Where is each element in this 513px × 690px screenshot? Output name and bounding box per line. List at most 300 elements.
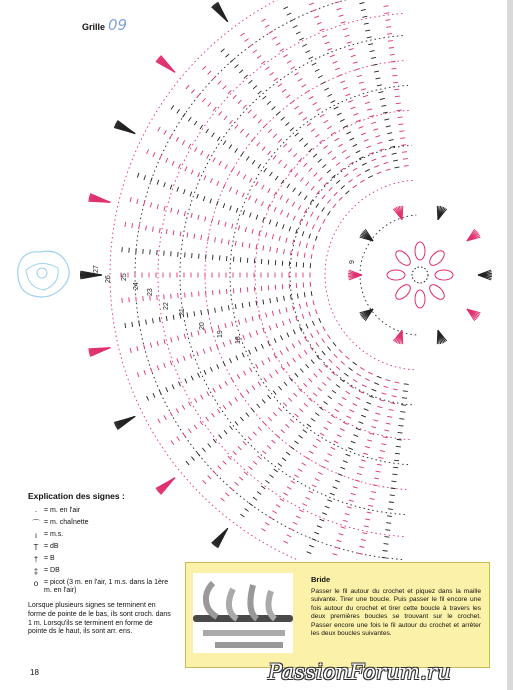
- stitch-mark: [269, 326, 271, 331]
- stitch-mark: [292, 202, 294, 206]
- stitch-mark: [187, 312, 188, 317]
- stitch-mark: [223, 86, 226, 90]
- stitch-mark: [331, 132, 335, 135]
- stitch-mark: [284, 382, 287, 386]
- stitch-mark: [273, 134, 276, 138]
- stitch-mark: [335, 480, 340, 482]
- stitch-mark: [323, 327, 325, 331]
- stitch-mark: [292, 344, 294, 348]
- stitch-mark: [279, 236, 280, 241]
- stitch-mark: [335, 68, 340, 70]
- stitch-mark: [337, 113, 341, 115]
- stitch-mark: [186, 461, 189, 465]
- stitch-mark: [242, 353, 244, 358]
- stitch-mark: [306, 364, 309, 368]
- legend-item-text: = m. en l'air: [44, 506, 81, 514]
- stitch-mark: [391, 68, 396, 69]
- stitch-mark: [340, 428, 344, 430]
- stitch-mark: [378, 92, 383, 93]
- stitch-mark: [261, 201, 263, 206]
- stitch-mark: [318, 159, 322, 162]
- stitch-mark: [293, 393, 296, 397]
- stitch-mark: [380, 450, 385, 451]
- stitch-mark: [274, 354, 276, 358]
- stitch-mark: [287, 184, 290, 188]
- stitch-mark: [270, 298, 271, 303]
- row-label: 9: [349, 260, 356, 264]
- stitch-mark: [147, 149, 149, 154]
- stitch-mark: [171, 337, 172, 342]
- stitch-mark: [338, 144, 342, 147]
- stitch-mark: [322, 35, 327, 37]
- stitch-mark: [130, 348, 131, 353]
- stitch-mark: [302, 231, 304, 236]
- stitch-mark: [309, 3, 314, 5]
- stitch-mark: [328, 453, 332, 455]
- stitch-mark: [384, 537, 389, 538]
- stitch-mark: [328, 151, 332, 154]
- stitch-mark: [365, 519, 370, 520]
- stitch-mark: [317, 22, 322, 24]
- stitch-mark: [353, 144, 357, 146]
- stitch-mark: [322, 513, 327, 515]
- stitch-mark: [355, 69, 360, 70]
- stitch-mark: [257, 142, 260, 146]
- stitch-mark: [201, 395, 203, 399]
- stitch-mark: [395, 453, 400, 454]
- stitch-mark: [298, 469, 302, 472]
- stitch-mark: [235, 482, 239, 485]
- stitch-mark: [146, 320, 147, 325]
- stitch-mark: [231, 168, 233, 172]
- stitch-mark: [159, 155, 161, 160]
- stitch-mark: [306, 222, 308, 227]
- stitch-mark: [393, 160, 398, 161]
- stitch-mark: [398, 124, 403, 125]
- stitch-mark: [389, 409, 394, 410]
- stitch-mark: [360, 180, 364, 183]
- stitch-mark: [320, 114, 324, 117]
- stitch-mark: [290, 295, 291, 300]
- stitch-mark: [309, 545, 314, 547]
- stitch-mark: [336, 180, 340, 183]
- stitch-mark: [368, 505, 373, 506]
- stitch-mark: [182, 405, 184, 409]
- stitch-mark: [197, 194, 199, 199]
- stitch-mark: [390, 495, 395, 496]
- stitch-mark: [398, 425, 403, 426]
- stitch-mark: [339, 349, 342, 353]
- stitch-mark: [265, 480, 269, 483]
- watermark: PassionForum.ru: [268, 660, 451, 684]
- stitch-mark: [383, 550, 388, 551]
- stitch-mark: [376, 78, 381, 79]
- stitch-mark: [239, 70, 243, 73]
- stitch-mark: [194, 121, 197, 125]
- stitch-mark: [245, 39, 249, 42]
- stitch-mark: [299, 510, 303, 512]
- stitch-mark: [144, 344, 145, 349]
- stitch-mark: [390, 54, 395, 55]
- stitch-mark: [287, 333, 289, 338]
- stitch-mark: [178, 164, 180, 169]
- stitch-mark: [376, 471, 381, 472]
- stitch-mark: [359, 126, 364, 128]
- stitch-mark: [258, 119, 261, 123]
- diagram-center-flower: [348, 206, 492, 344]
- single-crochet-icon: ı: [34, 530, 38, 540]
- stitch-mark: [157, 341, 158, 346]
- stitch-mark: [384, 119, 389, 120]
- stitch-mark: [311, 129, 315, 132]
- stitch-mark: [164, 182, 166, 187]
- stitch-mark: [188, 402, 190, 406]
- stitch-mark: [337, 435, 341, 437]
- stitch-mark: [293, 330, 295, 335]
- stitch-mark: [316, 203, 319, 207]
- stitch-mark: [274, 78, 278, 81]
- stitch-mark: [396, 103, 401, 104]
- stitch-mark: [322, 339, 325, 343]
- stitch-mark: [316, 439, 320, 442]
- row-label: 18: [235, 336, 242, 344]
- stitch-mark: [386, 27, 391, 28]
- stitch-mark: [332, 157, 336, 160]
- stitch-mark: [303, 430, 307, 433]
- stitch-mark: [276, 43, 280, 46]
- stitch-mark: [348, 100, 353, 102]
- stitch-mark: [373, 485, 378, 486]
- stitch-mark: [353, 113, 358, 115]
- legend-item: [28, 579, 173, 597]
- diagram-spokes: [121, 0, 409, 560]
- stitch-mark: [399, 131, 404, 132]
- stitch-mark: [371, 122, 376, 123]
- stitch-mark: [284, 164, 287, 168]
- stitch-mark: [299, 435, 303, 438]
- stitch-mark: [346, 156, 350, 159]
- stitch-mark: [251, 408, 254, 412]
- stitch-mark: [229, 426, 232, 430]
- stitch-mark: [137, 199, 138, 204]
- stitch-mark: [216, 201, 218, 206]
- stitch-mark: [180, 231, 181, 236]
- stitch-mark: [265, 523, 269, 526]
- stitch-mark: [211, 327, 212, 332]
- stitch-mark: [298, 79, 302, 82]
- row-label: 20: [199, 322, 206, 330]
- stitch-mark: [157, 365, 159, 370]
- stitch-mark: [225, 323, 226, 328]
- stitch-mark: [351, 441, 356, 443]
- stitch-mark: [374, 478, 379, 479]
- stitch-mark: [197, 452, 200, 456]
- stitch-mark: [291, 67, 295, 70]
- stitch-mark: [391, 481, 396, 482]
- stitch-mark: [338, 74, 343, 76]
- stitch-mark: [191, 376, 193, 381]
- stitch-mark: [263, 124, 266, 128]
- stitch-mark: [290, 419, 294, 422]
- stitch-mark: [309, 378, 312, 382]
- stitch-mark: [285, 424, 289, 427]
- stitch-mark: [307, 552, 312, 554]
- stitch-mark: [238, 100, 241, 104]
- stitch-mark: [188, 144, 190, 148]
- stitch-mark: [338, 403, 342, 406]
- stitch-mark: [353, 185, 357, 188]
- stitch-mark: [229, 120, 232, 124]
- stitch-mark: [208, 103, 211, 107]
- stitch-mark: [221, 307, 222, 312]
- stitch-mark: [236, 356, 238, 361]
- stitch-mark: [371, 426, 376, 427]
- stitch-mark: [263, 299, 264, 304]
- info-box-title: Bride: [311, 575, 331, 584]
- stitch-mark: [183, 189, 185, 194]
- stitch-mark: [249, 213, 251, 218]
- stitch-mark: [263, 246, 264, 251]
- stitch-mark: [281, 117, 285, 120]
- stitch-mark: [311, 291, 312, 296]
- stitch-mark: [319, 318, 321, 323]
- stitch-mark: [218, 220, 219, 225]
- stitch-mark: [256, 330, 258, 335]
- stitch-mark: [397, 110, 402, 111]
- stitch-mark: [295, 373, 298, 377]
- stitch-mark: [327, 500, 332, 502]
- stitch-mark: [245, 508, 249, 511]
- row-label: 24: [133, 282, 140, 290]
- stitch-mark: [363, 453, 368, 454]
- stitch-mark: [249, 80, 253, 83]
- stitch-mark: [313, 445, 317, 448]
- stitch-mark: [194, 234, 195, 239]
- stitch-mark: [314, 374, 317, 378]
- stitch-mark: [223, 184, 225, 189]
- stitch-mark: [362, 16, 367, 17]
- stitch-mark: [170, 185, 172, 190]
- stitch-mark: [331, 101, 335, 103]
- stitch-mark: [191, 332, 192, 337]
- stitch-mark: [230, 487, 234, 490]
- dot-icon: ·: [34, 506, 38, 516]
- stitch-mark: [276, 435, 280, 438]
- stitch-mark: [185, 167, 187, 172]
- stitch-mark: [207, 154, 209, 158]
- stitch-mark: [238, 320, 239, 325]
- stitch-mark: [255, 347, 257, 352]
- stitch-mark: [266, 232, 267, 237]
- stitch-mark: [245, 318, 246, 323]
- stitch-mark: [324, 182, 327, 186]
- stitch-mark: [287, 61, 291, 64]
- stitch-mark: [334, 107, 338, 109]
- stitch-mark: [253, 50, 257, 53]
- petal: [393, 282, 413, 302]
- stitch-mark: [345, 513, 350, 514]
- stitch-mark: [144, 175, 146, 180]
- stitch-mark: [252, 229, 253, 234]
- stitch-mark: [202, 448, 205, 452]
- stitch-mark: [322, 164, 326, 167]
- stitch-mark: [400, 138, 405, 139]
- stitch-mark: [190, 354, 192, 359]
- stitch-mark: [137, 346, 138, 351]
- stitch-mark: [249, 368, 251, 372]
- stitch-mark: [318, 472, 322, 474]
- stitch-mark: [306, 302, 307, 307]
- stitch-mark: [309, 96, 313, 99]
- stitch-mark: [294, 73, 298, 76]
- stitch-mark: [394, 89, 399, 90]
- stitch-mark: [281, 366, 284, 370]
- stitch-mark: [291, 481, 295, 484]
- stitch-mark: [171, 441, 174, 445]
- stitch-mark: [289, 169, 292, 173]
- double-icon: †: [33, 554, 39, 564]
- stitch-mark: [318, 388, 322, 391]
- stitch-mark: [178, 382, 180, 387]
- stitch-mark: [270, 247, 271, 252]
- stitch-mark: [242, 242, 243, 247]
- stitch-mark: [270, 72, 274, 75]
- stitch-mark: [327, 421, 331, 424]
- stitch-mark: [166, 387, 168, 392]
- stitch-mark: [333, 61, 338, 63]
- stitch-mark: [331, 415, 335, 418]
- stitch-mark: [282, 458, 286, 461]
- stitch-mark: [338, 474, 343, 476]
- stitch-mark: [386, 379, 391, 380]
- stitch-mark: [269, 31, 273, 34]
- stitch-mark: [404, 166, 409, 167]
- stitch-mark: [204, 175, 206, 180]
- stitch-mark: [362, 385, 366, 387]
- stitch-mark: [235, 421, 238, 425]
- stitch-mark: [285, 122, 289, 125]
- stitch-mark: [216, 344, 218, 349]
- stitch-mark: [342, 150, 346, 153]
- stitch-mark: [355, 480, 360, 481]
- stitch-mark: [365, 102, 370, 103]
- stitch-mark: [257, 55, 261, 58]
- stitch-mark: [329, 359, 332, 363]
- stitch-mark: [262, 185, 264, 189]
- stitch-mark: [197, 94, 200, 98]
- stitch-mark: [389, 502, 394, 503]
- stitch-mark: [184, 211, 185, 216]
- stitch-mark: [208, 71, 211, 75]
- stitch-mark: [320, 519, 325, 521]
- stitch-mark: [170, 412, 172, 416]
- stitch-mark: [139, 321, 140, 326]
- stitch-mark: [261, 19, 265, 22]
- stitch-mark: [221, 239, 222, 244]
- stitch-mark: [240, 417, 243, 421]
- stitch-mark: [170, 361, 172, 366]
- stitch-mark: [171, 105, 174, 109]
- inner-fan-stitch: [402, 206, 403, 220]
- stitch-mark: [365, 446, 370, 447]
- stitch-mark: [249, 243, 250, 248]
- row-label: 23: [147, 288, 154, 296]
- stitch-mark: [346, 94, 351, 96]
- stitch-mark: [313, 300, 314, 305]
- grille-title: Grille: [82, 22, 106, 32]
- stitch-mark: [384, 13, 389, 14]
- stitch-mark: [243, 105, 246, 109]
- stitch-mark: [284, 296, 285, 301]
- stitch-mark: [353, 487, 358, 488]
- stitch-mark: [191, 213, 192, 218]
- chain-row: [135, 0, 402, 559]
- stitch-mark: [351, 493, 356, 494]
- row-label: 25: [121, 273, 128, 281]
- stitch-mark: [384, 544, 389, 545]
- stitch-mark: [315, 236, 317, 241]
- stitch-mark: [278, 139, 281, 143]
- stitch-mark: [288, 398, 291, 402]
- stitch-mark: [217, 409, 220, 413]
- row-label: 22: [163, 302, 170, 310]
- stitch-mark: [212, 133, 215, 137]
- stitch-mark: [265, 25, 269, 28]
- stitch-mark: [268, 129, 271, 133]
- stitch-mark: [361, 133, 366, 135]
- petal: [415, 290, 425, 308]
- stitch-mark: [295, 173, 298, 177]
- stitch-mark: [372, 389, 377, 391]
- stitch-mark: [284, 541, 288, 543]
- stitch-mark: [304, 209, 306, 213]
- stitch-mark: [353, 362, 357, 365]
- stitch-mark: [290, 447, 294, 450]
- stitch-mark: [299, 38, 303, 40]
- stitch-mark: [340, 119, 344, 121]
- stitch-mark: [324, 88, 328, 90]
- stitch-mark: [233, 95, 236, 99]
- stitch-mark: [257, 492, 261, 495]
- stitch-mark: [191, 457, 194, 461]
- stitch-mark: [238, 225, 239, 230]
- stitch-mark: [377, 85, 382, 86]
- stitch-mark: [272, 37, 276, 40]
- stitch-mark: [166, 158, 168, 163]
- stitch-mark: [287, 535, 291, 537]
- stitch-mark: [164, 339, 165, 344]
- stitch-mark: [335, 138, 339, 141]
- stitch-mark: [368, 176, 372, 178]
- stitch-mark: [293, 240, 294, 245]
- legend-item: [28, 555, 173, 565]
- stitch-mark: [225, 54, 229, 57]
- stitch-mark: [295, 133, 299, 136]
- stitch-mark: [350, 138, 354, 140]
- stitch-mark: [315, 309, 317, 314]
- stitch-mark: [377, 406, 382, 407]
- stitch-mark: [290, 101, 294, 104]
- stitch-mark: [390, 403, 395, 404]
- chain-row: [158, 14, 404, 537]
- stitch-mark: [276, 505, 280, 508]
- stitch-mark: [294, 441, 298, 444]
- stitch-mark: [225, 381, 227, 385]
- stitch-mark: [384, 430, 389, 431]
- info-box-text: Passer le fil autour du crochet et piquez dans la maille suivante. Tirer une boucle. Puis passer le fil encore une fois autour du crochet et tirer cette boucle à travers les deux premières boucles se trouvant sur le crochet. Passer encore une fois le fil autour du crochet et arrêter les deux boucles suivantes.: [311, 588, 481, 638]
- stitch-mark: [361, 415, 366, 417]
- stitch-mark: [392, 75, 397, 76]
